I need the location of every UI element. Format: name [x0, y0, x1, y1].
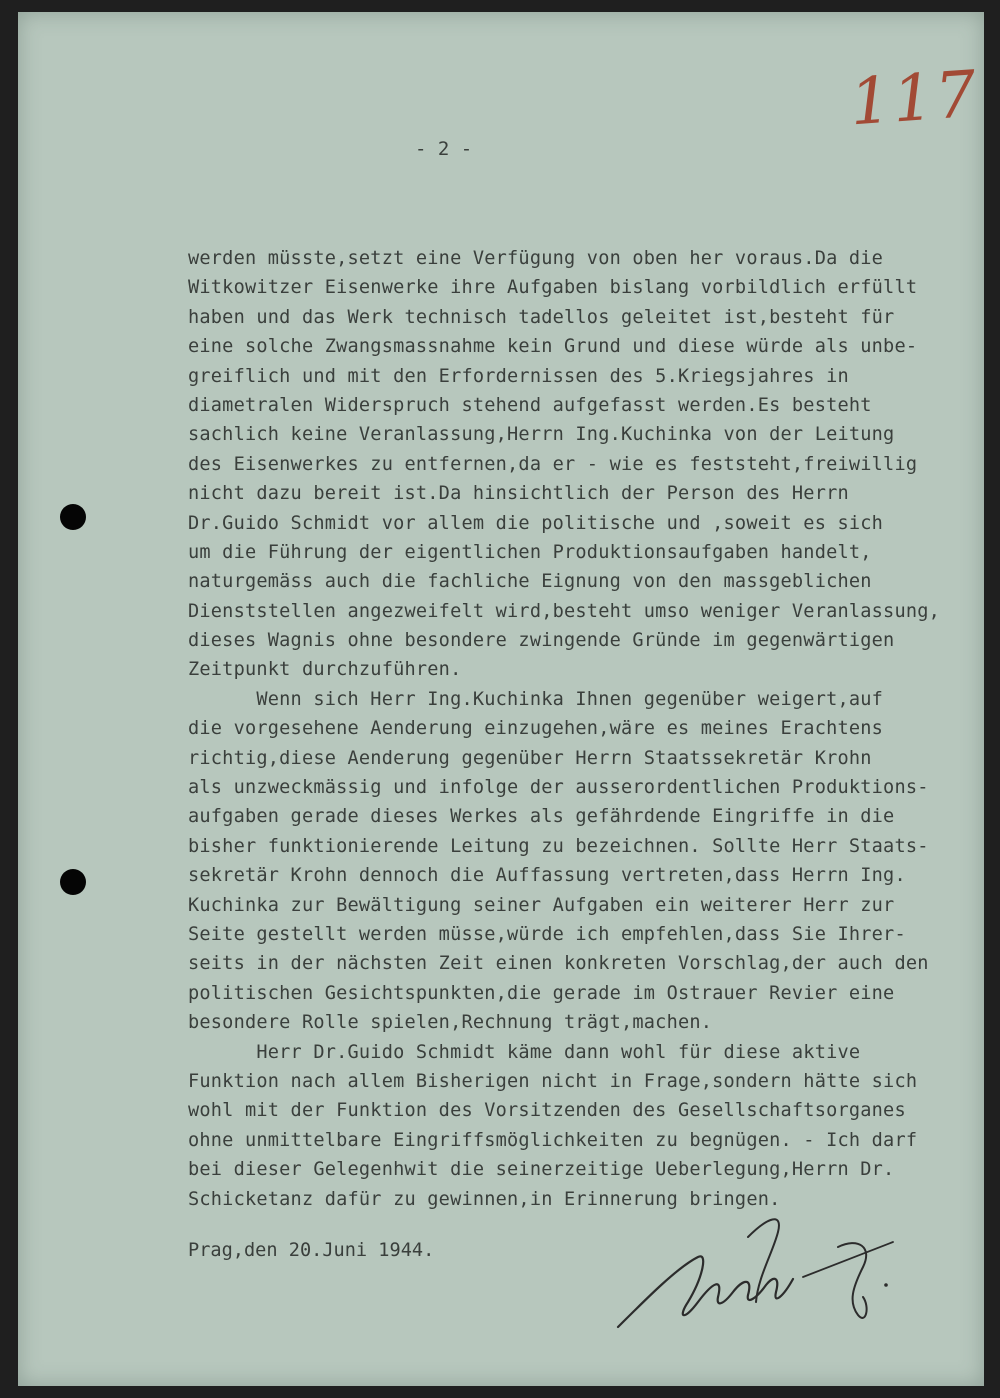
body-line: seits in der nächsten Zeit einen konkreten Vorschlag,der auch den — [188, 953, 929, 975]
body-line: richtig,diese Aenderung gegenüber Herrn Staatssekretär Krohn — [188, 747, 872, 769]
punch-hole-bottom — [60, 869, 86, 895]
body-line: Kuchinka zur Bewältigung seiner Aufgaben ein weiterer Herr zur — [188, 894, 895, 916]
body-line: die vorgesehene Aenderung einzugehen,wäre es meines Erachtens — [188, 718, 884, 740]
body-line: Zeitpunkt durchzuführen. — [188, 659, 462, 681]
body-line: werden müsste,setzt eine Verfügung von oben her voraus.Da die — [188, 248, 884, 269]
body-line: politischen Gesichtspunkten,die gerade im Ostrauer Revier eine — [188, 982, 895, 1004]
body-line: Dr.Guido Schmidt vor allem die politische und ,soweit es sich — [188, 512, 884, 534]
body-line: eine solche Zwangsmassnahme kein Grund und diese würde als unbe- — [188, 336, 918, 358]
body-line: greiflich und mit den Erfordernissen des 5.Kriegsjahres in — [188, 365, 849, 387]
letter-body — [188, 244, 968, 1214]
body-line: aufgaben gerade dieses Werkes als gefährdende Eingriffe in die — [188, 806, 895, 828]
body-line: bisher funktionierende Leitung zu bezeichnen. Sollte Herr Staats- — [188, 835, 929, 857]
body-line: Herr Dr.Guido Schmidt käme dann wohl für diese aktive — [188, 1041, 861, 1063]
body-line: Wenn sich Herr Ing.Kuchinka Ihnen gegenüber weigert,auf — [188, 688, 884, 710]
date-line: Prag,den 20.Juni 1944. — [188, 1240, 435, 1261]
body-line: diametralen Widerspruch stehend aufgefasst werden.Es besteht — [188, 394, 872, 416]
punch-hole-top — [60, 504, 86, 530]
body-line: bei dieser Gelegenhwit die seinerzeitige Ueberlegung,Herrn Dr. — [188, 1159, 895, 1181]
body-line: um die Führung der eigentlichen Produktionsaufgaben handelt, — [188, 541, 872, 563]
body-line: wohl mit der Funktion des Vorsitzenden des Gesellschaftsorganes — [188, 1100, 906, 1122]
body-line: naturgemäss auch die fachliche Eignung von den massgeblichen — [188, 571, 872, 593]
body-line: Witkowitzer Eisenwerke ihre Aufgaben bislang vorbildlich erfüllt — [188, 277, 918, 299]
body-line: ohne unmittelbare Eingriffsmöglichkeiten zu begnügen. - Ich darf — [188, 1129, 918, 1151]
folio-number: 117 — [847, 57, 981, 141]
handwritten-signature — [608, 1207, 908, 1347]
body-line: haben und das Werk technisch tadellos geleitet ist,besteht für — [188, 306, 895, 328]
body-line: Dienststellen angezweifelt wird,besteht umso weniger Veranlassung, — [188, 600, 941, 622]
body-line: Funktion nach allem Bisherigen nicht in Frage,sondern hätte sich — [188, 1070, 918, 1092]
body-line: besondere Rolle spielen,Rechnung trägt,machen. — [188, 1012, 713, 1034]
body-line: dieses Wagnis ohne besondere zwingende Gründe im gegenwärtigen — [188, 630, 895, 652]
body-line: als unzweckmässig und infolge der ausserordentlichen Produktions- — [188, 777, 929, 799]
body-line: des Eisenwerkes zu entfernen,da er - wie es feststeht,freiwillig — [188, 453, 918, 475]
body-line: sachlich keine Veranlassung,Herrn Ing.Kuchinka von der Leitung — [188, 424, 895, 446]
document-page — [18, 12, 984, 1386]
body-line: Schicketanz dafür zu gewinnen,in Erinnerung bringen. — [188, 1188, 781, 1210]
page-number: - 2 - — [415, 138, 473, 160]
body-line: nicht dazu bereit ist.Da hinsichtlich der Person des Herrn — [188, 483, 849, 505]
body-line: Seite gestellt werden müsse,würde ich empfehlen,dass Sie Ihrer- — [188, 923, 906, 945]
body-line: sekretär Krohn dennoch die Auffassung vertreten,dass Herrn Ing. — [188, 865, 906, 887]
